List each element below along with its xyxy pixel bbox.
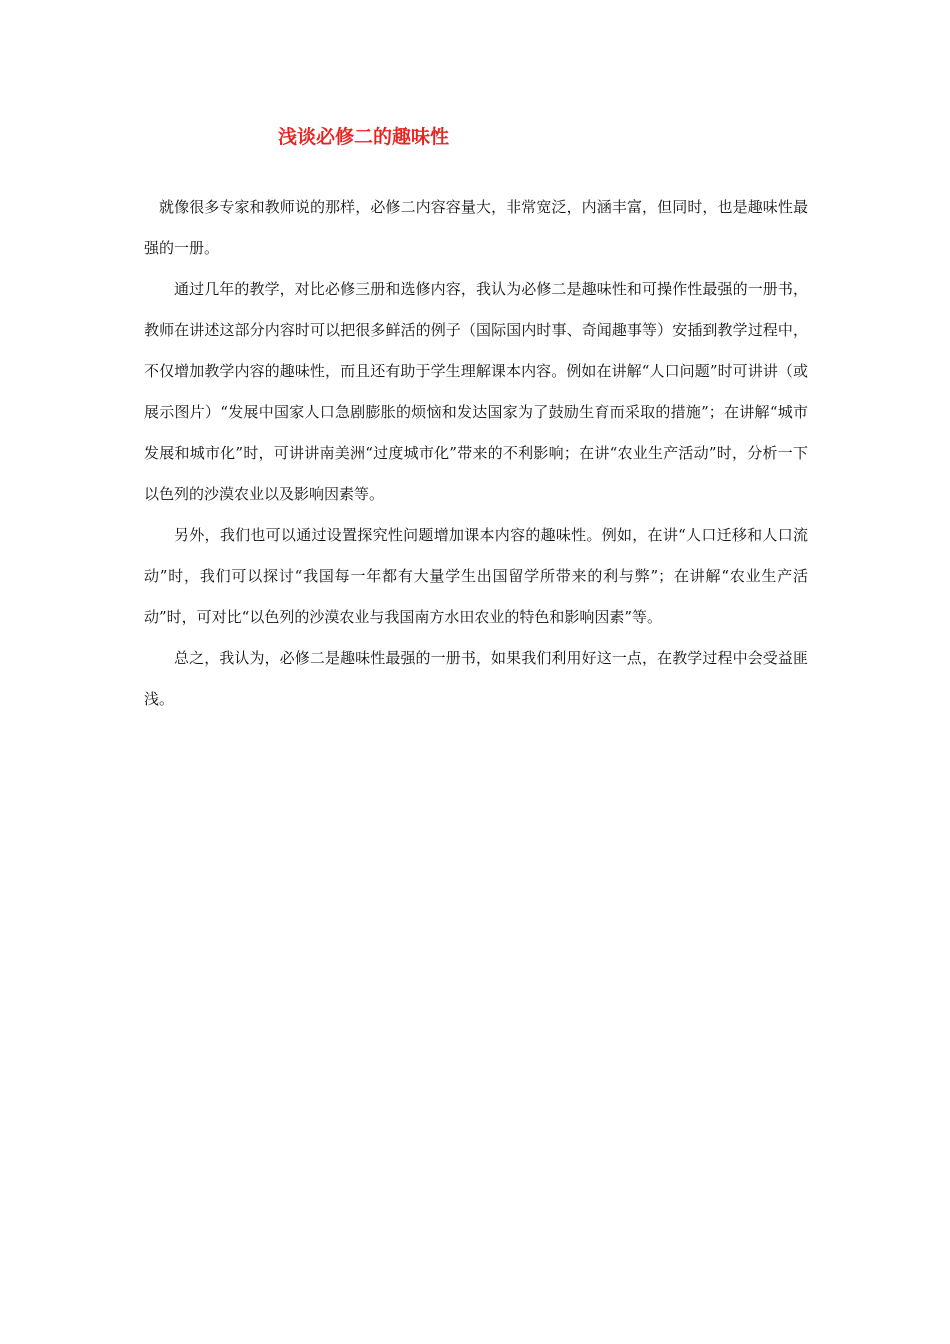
document-title: 浅谈必修二的趣味性 [278, 126, 450, 148]
paragraph-4: 总之，我认为，必修二是趣味性最强的一册书，如果我们利用好这一点，在教学过程中会受益匪浅。 [144, 649, 808, 708]
paragraph-3: 另外，我们也可以通过设置探究性问题增加课本内容的趣味性。例如，在讲“人口迁移和人口流动”时，我们可以探讨“我国每一年都有大量学生出国留学所带来的利与弊”；在讲解“农业生产活动”时，可对比“以色列的沙漠农业与我国南方水田农业的特色和影响因素”等。 [144, 526, 808, 626]
document-body [144, 187, 808, 720]
paragraph-1: 就像很多专家和教师说的那样，必修二内容容量大，非常宽泛，内涵丰富，但同时，也是趣味性最强的一册。 [144, 198, 808, 257]
paragraph-2: 通过几年的教学，对比必修三册和选修内容，我认为必修二是趣味性和可操作性最强的一册书，教师在讲述这部分内容时可以把很多鲜活的例子（国际国内时事、奇闻趣事等）安插到教学过程中，不仅增加教学内容的趣味性，而且还有助于学生理解课本内容。例如在讲解“人口问题”时可讲讲（或展示图片）“发展中国家人口急剧膨胀的烦恼和发达国家为了鼓励生育而采取的措施”；在讲解“城市发展和城市化”时，可讲讲南美洲“过度城市化”带来的不利影响；在讲“农业生产活动”时，分析一下以色列的沙漠农业以及影响因素等。 [144, 280, 808, 503]
